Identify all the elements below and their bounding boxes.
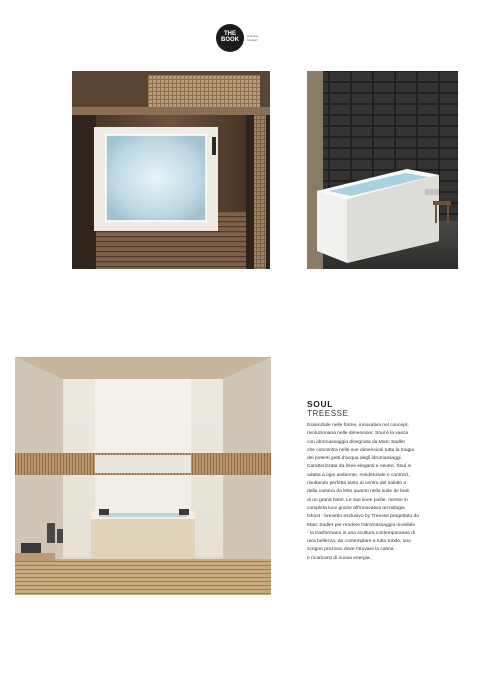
body-line: adatta a ogni ambiente, residenziale e contract, — [307, 472, 410, 478]
photo-tub-dark-tiles — [307, 71, 458, 269]
logo-tagline — [247, 35, 267, 42]
photo-tub-top-view — [72, 71, 270, 269]
article-body — [307, 422, 467, 563]
body-line: - la trasformano in una scultura contemporanea di — [307, 530, 415, 536]
photo-tub-dark-tiles-image — [307, 71, 458, 269]
logo-badge — [216, 24, 244, 52]
body-line: dei potenti getti d'acqua degli idromassaggi. — [307, 456, 403, 462]
body-line: completa luce grazie all'innovativa tecnologia — [307, 505, 405, 511]
logo-line-1: THE — [224, 31, 236, 37]
body-line: che concentra nelle sue dimensioni tutta la magia — [307, 447, 415, 453]
body-line: Essenziale nelle forme, innovativa nel concept, — [307, 423, 409, 428]
article-brand: TREESSE — [307, 409, 349, 418]
body-line: risultando perfetta tanto al centro del salotto o — [307, 481, 407, 487]
body-line: scrigno prezioso dove ritrovare la calma — [307, 547, 394, 553]
logo-tagline-1: scenario — [247, 34, 259, 38]
body-line: Caratterizzata da linee eleganti e neutre, Soul si — [307, 464, 412, 470]
body-line: Marc Sadler per rendere l'idromassaggio invisibile — [307, 522, 416, 528]
body-line: della camera da letto quanto nella suite de bain — [307, 489, 410, 495]
body-line: rara bellezza, da contemplare a tutto tondo, uno — [307, 539, 411, 545]
article-title: SOUL — [307, 399, 334, 409]
article-text — [307, 399, 467, 563]
body-line: di un grand hotel. Le sue linee pulite, messe in — [307, 497, 408, 503]
body-line: Ghost - brevetto esclusivo by Treesse progettato da — [307, 514, 419, 520]
photo-tub-top-view-image — [72, 71, 270, 269]
magazine-logo — [216, 24, 264, 56]
photo-tub-skylight-room-image — [15, 357, 271, 595]
body-line: con idromassaggio disegnata da Marc Sadler — [307, 439, 406, 445]
photo-tub-skylight-room — [15, 357, 271, 595]
logo-line-2: BOOK — [221, 37, 239, 43]
body-line: e ricaricarsi di nuova energia. — [307, 555, 371, 561]
body-line: rivoluzionaria nelle dimensioni: Soul è la vasca — [307, 431, 409, 437]
logo-tagline-2: i design — [247, 37, 258, 42]
